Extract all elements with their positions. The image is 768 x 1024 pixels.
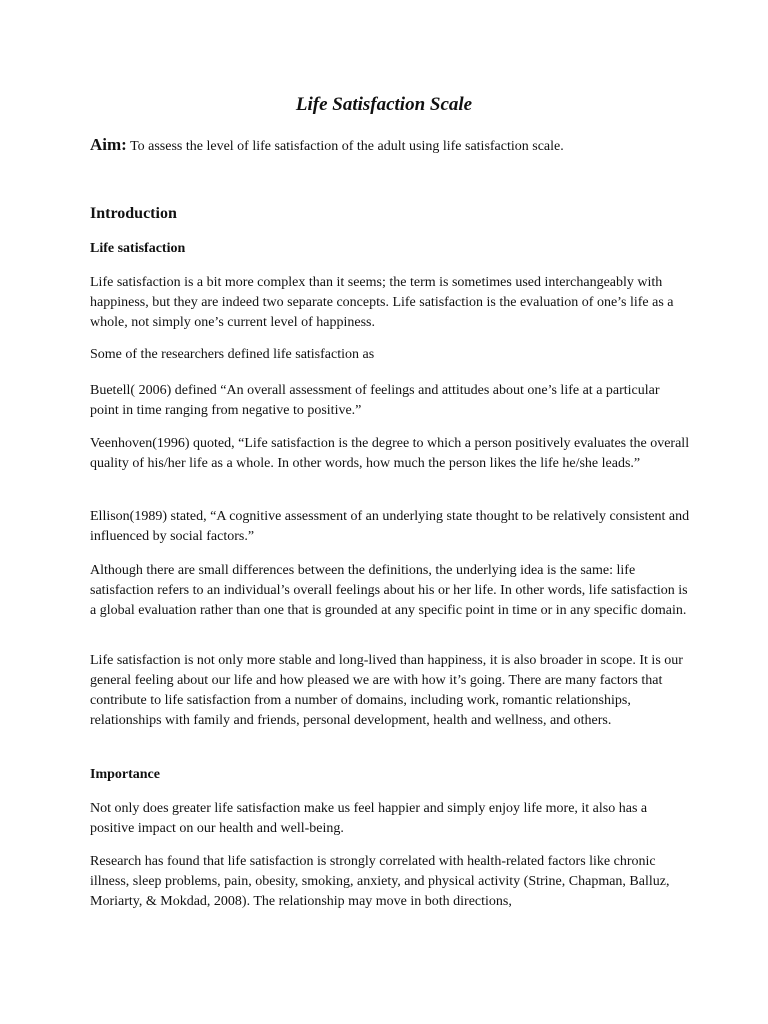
document-title: Life Satisfaction Scale: [295, 94, 473, 115]
aim-text: To assess the level of life satisfaction of the adult using life satisfaction scale.: [126, 139, 564, 154]
paragraph: Not only does greater life satisfaction make us feel happier and simply enjoy life more, it also has a positive impact on our health and well-being.: [90, 801, 648, 836]
paragraph: Research has found that life satisfaction is strongly correlated with health-related factors like chronic illness, sleep problems, pain, obesity, smoking, anxiety, and physical activity (Strine, Chapman, Balluz, Moriarty, & Mokdad, 2008). The relationship may move in both directions,: [90, 854, 670, 909]
aim-label: Aim:: [90, 135, 127, 154]
paragraph: Life satisfaction is a bit more complex than it seems; the term is sometimes used interchangeably with happiness, but they are indeed two separate concepts. Life satisfaction is the evaluation of one’s life as a whole, not simply one’s current level of happiness.: [90, 275, 674, 330]
introduction-heading: Introduction: [90, 205, 177, 222]
aim-line: [90, 135, 690, 155]
paragraph: Some of the researchers defined life satisfaction as: [90, 347, 375, 362]
paragraph: Life satisfaction is not only more stable and long-lived than happiness, it is also broader in scope. It is our general feeling about our life and how pleased we are with how it’s going. There are many factors that contribute to life satisfaction from a number of domains, including work, romantic relationships, relationships with family and friends, personal development, health and wellness, and others.: [90, 653, 683, 728]
importance-heading: Importance: [90, 767, 160, 782]
paragraph: Although there are small differences between the definitions, the underlying idea is the same: life satisfaction refers to an individual’s overall feelings about his or her life. In other words, life satisfaction is a global evaluation rather than one that is grounded at any specific point in time or in any specific domain.: [90, 563, 688, 618]
paragraph: Veenhoven(1996) quoted, “Life satisfaction is the degree to which a person positively evaluates the overall quality of his/her life as a whole. In other words, how much the person likes the life he/she leads.”: [90, 436, 690, 471]
paragraph: Buetell( 2006) defined “An overall assessment of feelings and attitudes about one’s life at a particular point in time ranging from negative to positive.”: [90, 383, 660, 418]
paragraph: Ellison(1989) stated, “A cognitive assessment of an underlying state thought to be relatively consistent and influenced by social factors.”: [90, 509, 690, 544]
life-satisfaction-heading: Life satisfaction: [90, 241, 186, 256]
